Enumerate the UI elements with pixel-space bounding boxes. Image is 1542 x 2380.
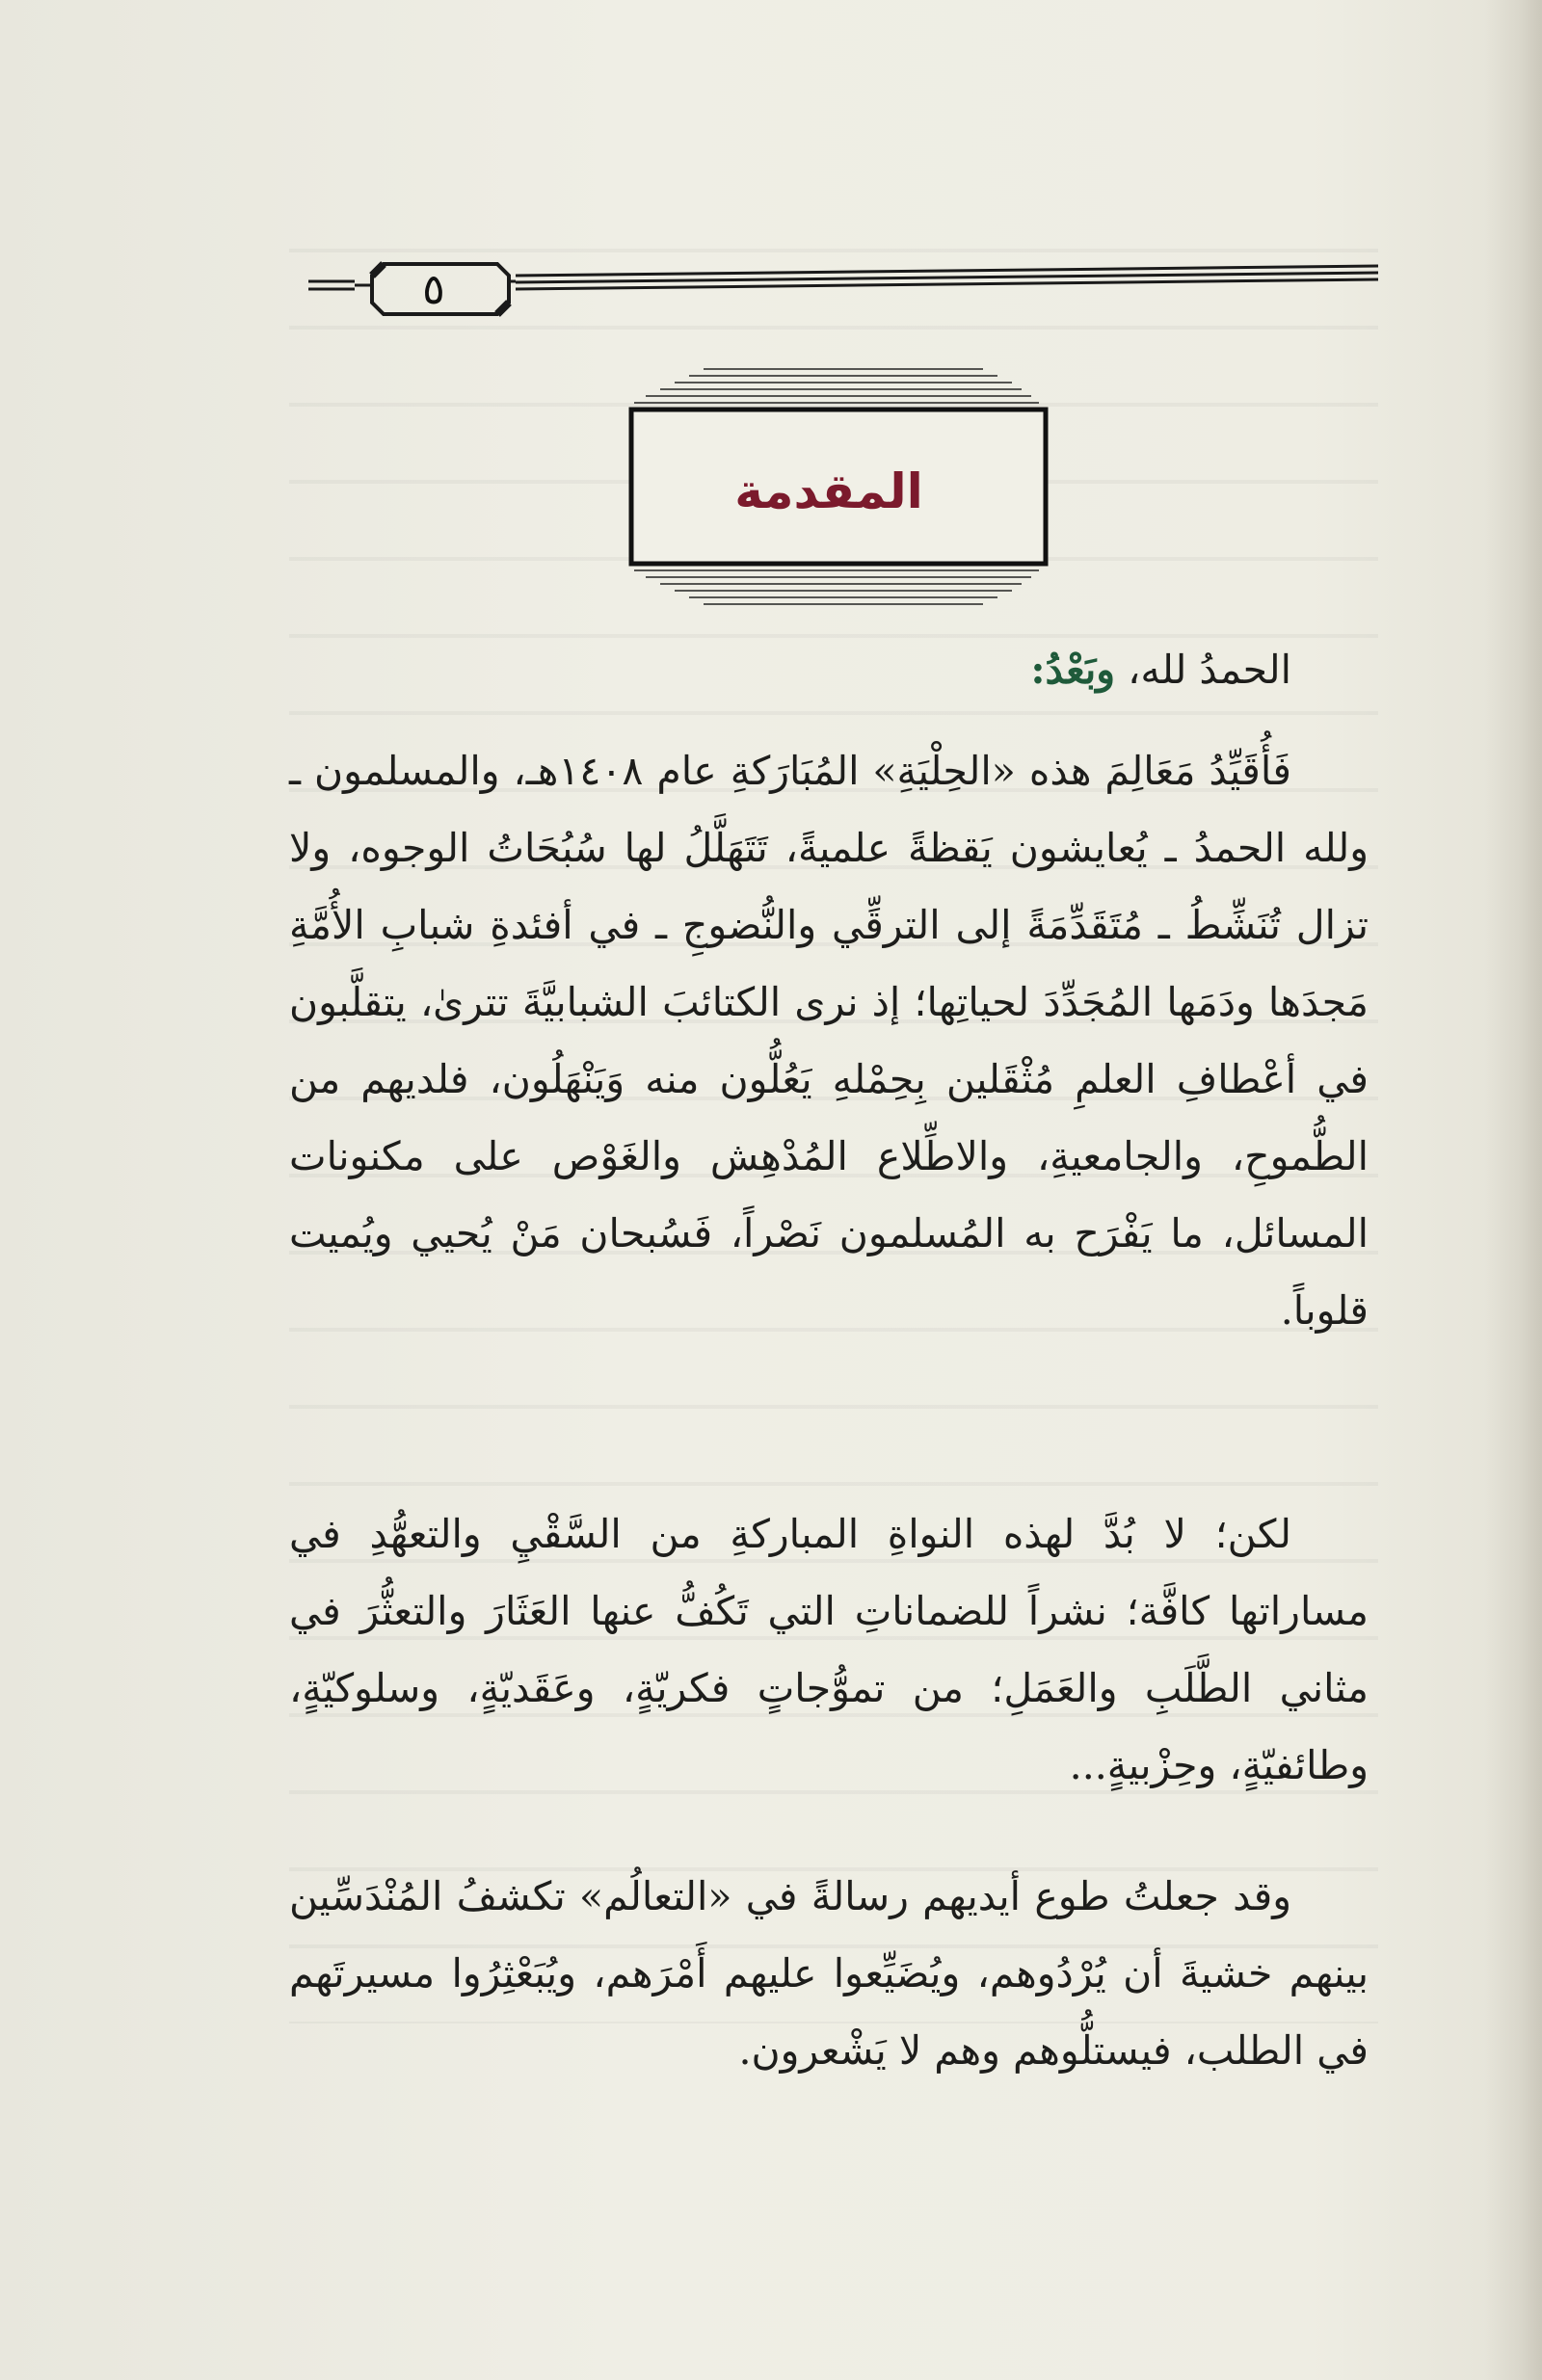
paragraph-1 [289, 732, 1369, 1349]
opening-wa-bad: وبَعْدُ: [1030, 647, 1116, 693]
paragraph-3 [289, 1858, 1369, 2089]
page-edge-shadow [1484, 0, 1542, 2380]
paragraph-2-text: لكن؛ لا بُدَّ لهذه النواةِ المباركةِ من السَّقْيِ والتعهُّدِ في مساراتها كافَّة؛ نشراً للضماناتِ التي تَكُفُّ عنها العَثَارَ والتعثُّرَ في مثاني الطَّلَبِ والعَمَلِ؛ من تموُّجاتٍ فكريّةٍ، وعَقَديّةٍ، وسلوكيّةٍ، وطائفيّةٍ، وحِزْبيةٍ... [289, 1511, 1369, 1788]
paragraph-3-text: وقد جعلتُ طوع أيديهم رسالةً في «التعالُم» تكشفُ المُنْدَسِّين بينهم خشيةَ أن يُرْدُوهم، ويُضَيِّعوا عليهم أَمْرَهم، ويُبَعْثِرُوا مسيرتَهم في الطلب، فيستلُّوهم وهم لا يَشْعرون. [289, 1873, 1369, 2074]
section-title: المقدمة [734, 463, 923, 519]
page-number: ٥ [422, 264, 445, 314]
opening-line [289, 636, 1369, 703]
paragraph-2 [289, 1495, 1369, 1804]
paragraph-1-text: فَأُقَيِّدُ مَعَالِمَ هذه «الحِلْيَةِ» المُبَارَكةِ عام ١٤٠٨هـ، والمسلمون ـ ولله الحمدُ ـ يُعايشون يَقظةً علميةً، تَتَهَلَّلُ لها سُبُحَاتُ الوجوه، ولا تزال تُنَشِّطُ ـ مُتَقَدِّمَةً إلى الترقِّي والنُّضوجِ ـ في أفئدةِ شبابِ الأُمَّةِ مَجدَها ودَمَها المُجَدِّدَ لحياتِها؛ إذ نرى الكتائبَ الشبابيَّةَ تترىٰ، يتقلَّبون في أعْطافِ العلمِ مُثْقَلين بِحِمْلهِ يَعُلُّون منه وَيَنْهَلُون، فلديهم من الطُّموحِ، والجامعيةِ، والاطِّلاع المُدْهِش والغَوْص على مكنونات المسائل، ما يَفْرَح به المُسلمون نَصْراً، فَسُبحان مَنْ يُحيي ويُميت قلوباً. [289, 748, 1369, 1334]
opening-praise: الحمدُ لله، [1115, 647, 1291, 693]
